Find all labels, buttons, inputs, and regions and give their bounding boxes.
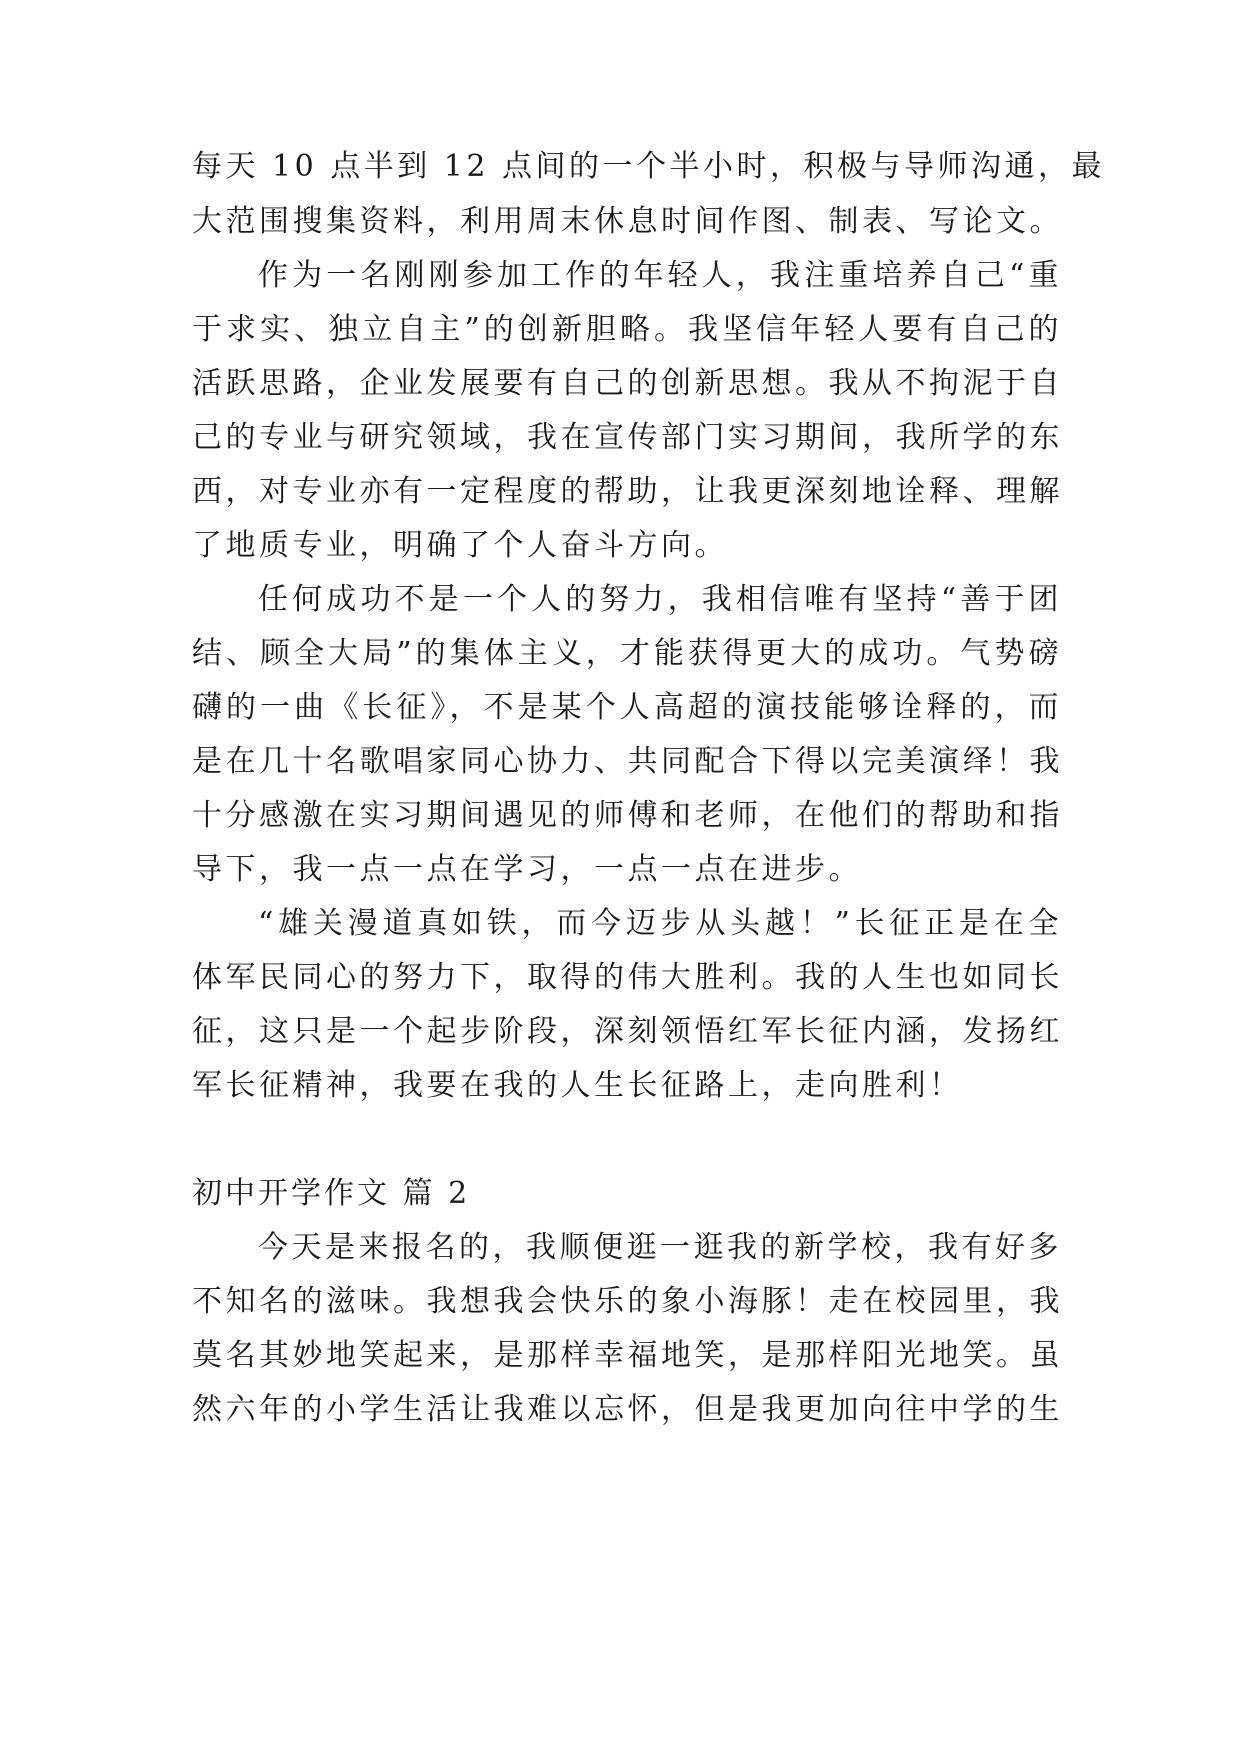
paragraph-line: 莫名其妙地笑起来，是那样幸福地笑，是那样阳光地笑。虽 (192, 1338, 1063, 1373)
paragraph-line: 今天是来报名的，我顺便逛一逛我的新学校，我有好多 (258, 1230, 1062, 1265)
paragraph-line: 十分感激在实习期间遇见的师傅和老师，在他们的帮助和指 (192, 798, 1063, 833)
paragraph-line: 不知名的滋味。我想我会快乐的象小海豚！走在校园里，我 (192, 1284, 1063, 1319)
paragraph-line: 了地质专业，明确了个人奋斗方向。 (192, 528, 728, 563)
paragraph-line: 征，这只是一个起步阶段，深刻领悟红军长征内涵，发扬红 (192, 1014, 1063, 1049)
paragraph-line: 活跃思路，企业发展要有自己的创新思想。我从不拘泥于自 (192, 366, 1063, 401)
paragraph-line: 结、顾全大局”的集体主义，才能获得更大的成功。气势磅 (192, 636, 1062, 671)
paragraph-line: “雄关漫道真如铁，而今迈步从头越！”长征正是在全 (258, 906, 1062, 941)
paragraph-line: 礴的一曲《长征》，不是某个人高超的演技能够诠释的，而 (192, 690, 1062, 725)
paragraph-line: 于求实、独立自主”的创新胆略。我坚信年轻人要有自己的 (192, 312, 1062, 347)
paragraph-line: 己的专业与研究领域，我在宣传部门实习期间，我所学的东 (192, 420, 1063, 455)
paragraph-line: 西，对专业亦有一定程度的帮助，让我更深刻地诠释、理解 (192, 474, 1063, 509)
section-title: 初中开学作文 篇 2 (192, 1176, 471, 1211)
paragraph-line: 是在几十名歌唱家同心协力、共同配合下得以完美演绎！我 (192, 744, 1063, 779)
paragraph-line: 体军民同心的努力下，取得的伟大胜利。我的人生也如同长 (192, 960, 1063, 995)
paragraph-line: 导下，我一点一点在学习，一点一点在进步。 (192, 852, 862, 887)
paragraph-line: 作为一名刚刚参加工作的年轻人，我注重培养自己“重 (258, 258, 1062, 293)
paragraph-line: 军长征精神，我要在我的人生长征路上，走向胜利！ (192, 1068, 963, 1103)
paragraph-line: 大范围搜集资料，利用周末休息时间作图、制表、写论文。 (192, 204, 1063, 239)
paragraph-line: 任何成功不是一个人的努力，我相信唯有坚持“善于团 (258, 582, 1062, 617)
paragraph-line: 每天 10 点半到 12 点间的一个半小时，积极与导师沟通，最 (192, 149, 1105, 184)
paragraph-line: 然六年的小学生活让我难以忘怀，但是我更加向往中学的生 (192, 1392, 1063, 1427)
